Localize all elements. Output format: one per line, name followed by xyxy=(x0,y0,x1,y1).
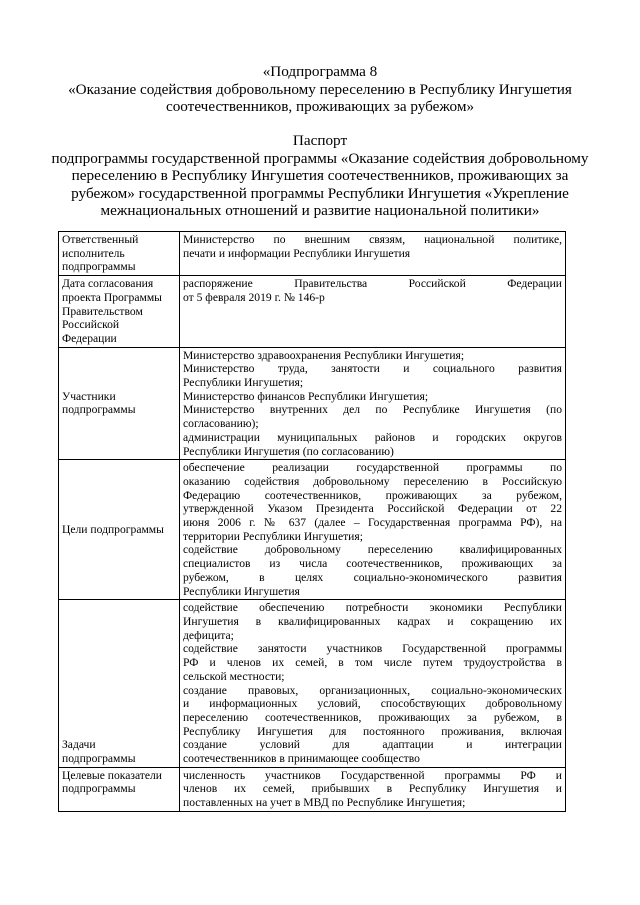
content-paragraph xyxy=(183,461,562,543)
content-line: Ингушетия в квалифицированных кадрах и сокращению их xyxy=(183,614,562,628)
passport-subtitle-line-3: рубежом» государственной программы Республики Ингушетия «Укрепление xyxy=(71,184,569,202)
row-label-line: подпрограммы xyxy=(62,752,136,766)
content-line: специалистов из числа соотечественников, проживающих за xyxy=(183,557,562,571)
row-label xyxy=(59,347,180,460)
row-label-line: Участники xyxy=(62,389,116,403)
content-line: территории Республики Ингушетия; xyxy=(183,529,363,543)
row-label xyxy=(59,600,180,767)
passport-title xyxy=(40,132,600,220)
content-paragraph xyxy=(183,769,562,810)
row-content xyxy=(180,347,566,460)
table-row xyxy=(59,276,566,348)
content-line: создание правовых, организационных, социально-экономических xyxy=(183,683,562,697)
content-line: сельской местности; xyxy=(183,669,285,683)
table-row xyxy=(59,232,566,276)
content-paragraph xyxy=(183,390,562,404)
passport-table xyxy=(58,231,566,812)
row-content xyxy=(180,460,566,600)
content-line: дефицита; xyxy=(183,628,234,642)
content-line: членов их семей, прибывших в Республику Ингушетия и xyxy=(183,782,562,796)
content-line: Республики Ингушетия; xyxy=(183,376,304,390)
content-line: поставленных на учет в МВД по Республике Ингушетия; xyxy=(183,796,466,810)
row-label-line: Целевые показатели xyxy=(62,768,162,782)
content-line: Республики Ингушетия (по согласованию) xyxy=(183,444,394,458)
content-paragraph xyxy=(183,543,562,598)
row-label-line: Ответственный xyxy=(62,233,139,246)
content-line: администрации муниципальных районов и городских округов xyxy=(183,430,562,444)
content-line: Федерацию соотечественников, проживающих за рубежом, xyxy=(183,488,562,502)
passport-subtitle-line-1: подпрограммы государственной программы «Оказание содействия добровольному xyxy=(51,149,589,167)
subprogram-title-line-2: соотечественников, проживающих за рубежом» xyxy=(165,98,475,115)
content-paragraph xyxy=(183,277,562,304)
row-content xyxy=(180,600,566,767)
content-line: создание условий для адаптации и интеграции xyxy=(183,738,562,752)
row-label-line: Правительством xyxy=(62,304,143,318)
subprogram-header xyxy=(40,63,600,116)
content-line: обеспечение реализации государственной программы по xyxy=(183,461,562,475)
row-label xyxy=(59,276,180,348)
content-line: Министерство внутренних дел по Республике Ингушетия (по xyxy=(183,403,562,417)
content-line: содействие обеспечению потребности экономики Республики xyxy=(183,601,562,615)
subprogram-title-line-1: «Оказание содействия добровольному переселению в Республику Ингушетия xyxy=(68,80,572,98)
content-line: Республики Ингушетия xyxy=(183,584,300,598)
table-row xyxy=(59,347,566,460)
row-label xyxy=(59,767,180,811)
content-paragraph xyxy=(183,233,562,260)
table-row xyxy=(59,767,566,811)
content-paragraph xyxy=(183,601,562,642)
content-line: печати и информации Республики Ингушетия xyxy=(183,246,411,260)
row-label-line: проекта Программы xyxy=(62,290,162,304)
content-paragraph xyxy=(183,362,562,389)
content-line: соотечественников в принимающее сообщество xyxy=(183,752,420,766)
row-label-line: Российской xyxy=(62,318,120,332)
passport-table-body xyxy=(59,232,566,812)
passport-heading: Паспорт xyxy=(292,132,348,149)
row-label-line: Цели подпрограммы xyxy=(62,522,164,536)
content-line: РФ и членов их семей, в том числе путем трудоустройства в xyxy=(183,656,562,670)
content-line: численность участников Государственной программы РФ и xyxy=(183,768,562,782)
content-line: Республику Ингушетия для постоянного проживания, включая xyxy=(183,724,562,738)
content-line: Министерство финансов Республики Ингушетия; xyxy=(183,389,429,403)
content-line: оказанию содействия добровольному переселению в Российскую xyxy=(183,474,562,488)
content-paragraph xyxy=(183,403,562,430)
content-paragraph xyxy=(183,642,562,683)
row-label-line: Федерации xyxy=(62,331,117,345)
row-content xyxy=(180,232,566,276)
passport-subtitle-line-2: переселению в Республику Ингушетия соотечественников, проживающих за xyxy=(71,167,569,184)
content-line: от 5 февраля 2019 г. № 146-р xyxy=(183,290,325,304)
row-label-line: подпрограммы xyxy=(62,782,136,796)
row-label-line: Задачи xyxy=(62,738,96,752)
content-line: содействие добровольному переселению квалифицированных xyxy=(183,543,562,557)
row-label-line: исполнитель xyxy=(62,246,125,260)
content-line: июня 2006 г. № 637 (далее – Государственная программа РФ), на xyxy=(183,516,562,530)
table-row xyxy=(59,600,566,767)
content-line: утвержденной Указом Президента Российской Федерации от 22 xyxy=(183,502,562,516)
row-label-line: подпрограммы xyxy=(62,403,136,417)
content-line: переселению соотечественников, проживающих за рубежом, в xyxy=(183,710,562,724)
content-paragraph xyxy=(183,349,562,363)
row-label-line: Дата согласования xyxy=(62,277,154,291)
row-content xyxy=(180,767,566,811)
content-line: согласованию); xyxy=(183,417,259,431)
row-content xyxy=(180,276,566,348)
content-line: и информационных условий, способствующих добровольному xyxy=(183,697,562,711)
subprogram-number: «Подпрограмма 8 xyxy=(262,63,378,80)
passport-subtitle-line-4: межнациональных отношений и развитие национальной политики» xyxy=(100,202,540,219)
content-line: Министерство труда, занятости и социального развития xyxy=(183,362,562,376)
row-label-line: подпрограммы xyxy=(62,260,136,274)
content-line: Министерство здравоохранения Республики Ингушетия; xyxy=(183,348,465,362)
content-paragraph xyxy=(183,431,562,458)
content-line: рубежом, в целях социально-экономического развития xyxy=(183,570,562,584)
content-line: содействие занятости участников Государственной программы xyxy=(183,642,562,656)
content-paragraph xyxy=(183,684,562,766)
row-label xyxy=(59,460,180,600)
content-line: Министерство по внешним связям, национальной политике, xyxy=(183,233,562,246)
content-line: распоряжение Правительства Российской Федерации xyxy=(183,277,562,291)
row-label xyxy=(59,232,180,276)
table-row xyxy=(59,460,566,600)
